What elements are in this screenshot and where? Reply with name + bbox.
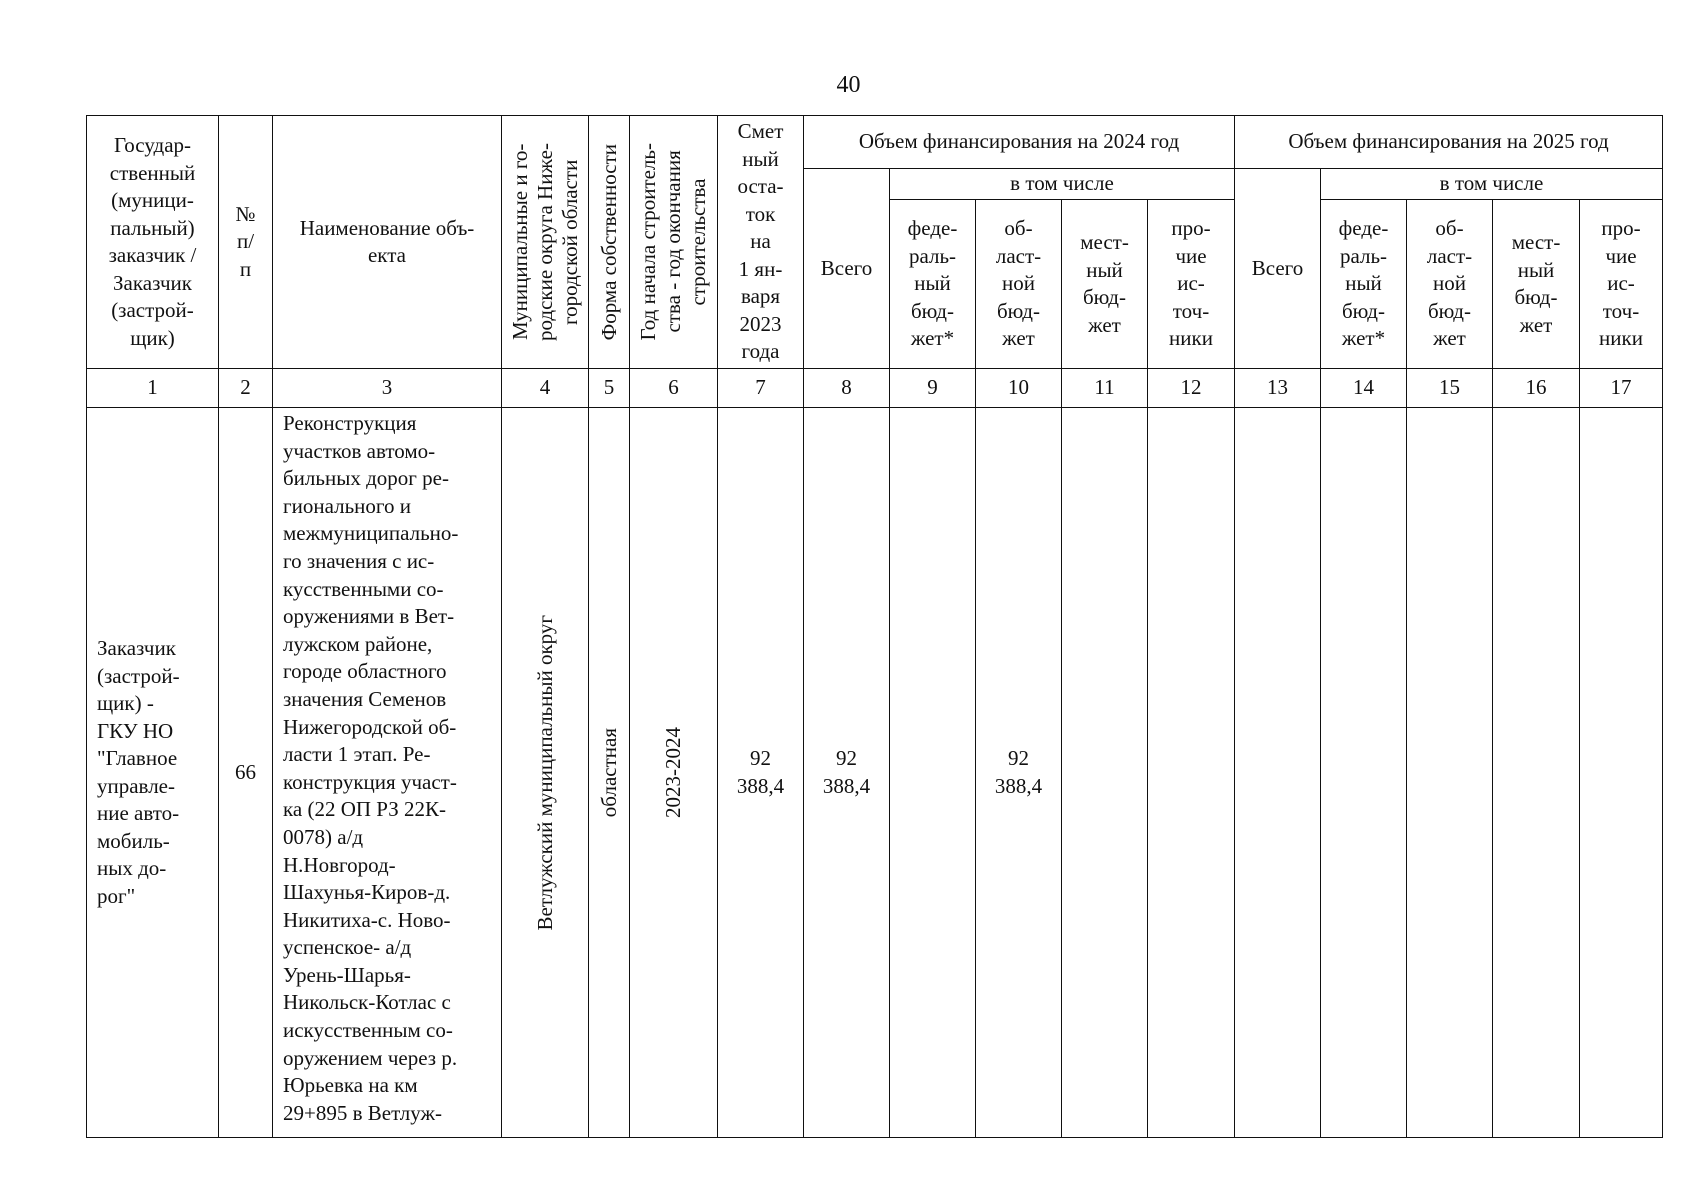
row-local-2025: [1493, 408, 1580, 1138]
column-number: 14: [1321, 369, 1407, 408]
header-including-2024: в том числе: [890, 169, 1235, 200]
header-funding-2025: Объем финансирования на 2025 год: [1235, 116, 1663, 169]
row-municipality: Ветлужский муниципальный округ: [532, 614, 557, 931]
header-total-2025: Всего: [1235, 169, 1321, 369]
row-regional-2025: [1407, 408, 1493, 1138]
header-total-2024: Всего: [804, 169, 890, 369]
column-number: 2: [219, 369, 273, 408]
row-ownership: областная: [596, 727, 621, 818]
table-row: [87, 408, 1663, 1138]
column-number: 10: [976, 369, 1062, 408]
header-municipality: Муниципальные и го- родские округа Ниже- городской области: [507, 143, 582, 341]
row-federal-2025: [1321, 408, 1407, 1138]
row-other-2024: [1148, 408, 1235, 1138]
column-number: 12: [1148, 369, 1235, 408]
row-regional-2024: 92 388,4: [976, 408, 1062, 1138]
row-balance: 92 388,4: [718, 408, 804, 1138]
header-including-2025: в том числе: [1321, 169, 1663, 200]
column-number: 9: [890, 369, 976, 408]
header-municipality-cell: [502, 116, 589, 369]
row-total-2024: 92 388,4: [804, 408, 890, 1138]
header-regional-2024: об- ласт- ной бюд- жет: [976, 200, 1062, 369]
row-years-cell: [630, 408, 718, 1138]
header-other-2024: про- чие ис- точ- ники: [1148, 200, 1235, 369]
row-years: 2023-2024: [661, 727, 685, 818]
header-balance: Смет ный оста- ток на 1 ян- варя 2023 года: [718, 116, 804, 369]
header-years-cell: [630, 116, 718, 369]
row-total-2025: [1235, 408, 1321, 1138]
column-number: 5: [589, 369, 630, 408]
header-years: Год начала строитель- ства - год окончания строительства: [636, 143, 710, 341]
column-number: 17: [1580, 369, 1663, 408]
header-funding-2024: Объем финансирования на 2024 год: [804, 116, 1235, 169]
column-number: 3: [273, 369, 502, 408]
row-municipality-cell: [502, 408, 589, 1138]
header-local-2025: мест- ный бюд- жет: [1493, 200, 1580, 369]
column-number: 15: [1407, 369, 1493, 408]
row-index: 66: [219, 408, 273, 1138]
column-number: 13: [1235, 369, 1321, 408]
column-number: 6: [630, 369, 718, 408]
header-customer: Государ- ственный (муници- пальный) заказчик / Заказчик (застрой- щик): [87, 116, 219, 369]
row-ownership-cell: [589, 408, 630, 1138]
column-number: 7: [718, 369, 804, 408]
column-number: 16: [1493, 369, 1580, 408]
row-other-2025: [1580, 408, 1663, 1138]
header-index: № п/ п: [219, 116, 273, 369]
column-number: 4: [502, 369, 589, 408]
header-object-name: Наименование объ- екта: [273, 116, 502, 369]
header-federal-2024: феде- раль- ный бюд- жет*: [890, 200, 976, 369]
header-regional-2025: об- ласт- ной бюд- жет: [1407, 200, 1493, 369]
row-customer: Заказчик (застрой- щик) - ГКУ НО "Главное управле- ние авто- мобиль- ных до- рог": [87, 408, 219, 1138]
column-number: 11: [1062, 369, 1148, 408]
row-federal-2024: [890, 408, 976, 1138]
header-federal-2025: феде- раль- ный бюд- жет*: [1321, 200, 1407, 369]
row-object-name: Реконструкция участков автомо- бильных дорог ре- гионального и межмуниципально- го значения с ис- кусственными со- оружениями в Вет- лужском районе, городе областного значения Семенов Нижегородской об- ласти 1 этап. Ре- конструкция участ- ка (22 ОП РЗ 22К- 0078) а/д Н.Новгород- Шахунья-Киров-д. Никитиха-с. Ново- успенское- а/д Урень-Шарья- Никольск-Котлас с искусственным со- оружением через р. Юрьевка на км 29+895 в Ветлуж-: [273, 408, 502, 1138]
header-other-2025: про- чие ис- точ- ники: [1580, 200, 1663, 369]
column-number: 8: [804, 369, 890, 408]
header-local-2024: мест- ный бюд- жет: [1062, 200, 1148, 369]
header-ownership-cell: [589, 116, 630, 369]
financing-table: [86, 115, 1663, 1138]
header-ownership: Форма собственности: [596, 143, 621, 341]
row-local-2024: [1062, 408, 1148, 1138]
page-number: 40: [836, 72, 861, 98]
column-number: 1: [87, 369, 219, 408]
